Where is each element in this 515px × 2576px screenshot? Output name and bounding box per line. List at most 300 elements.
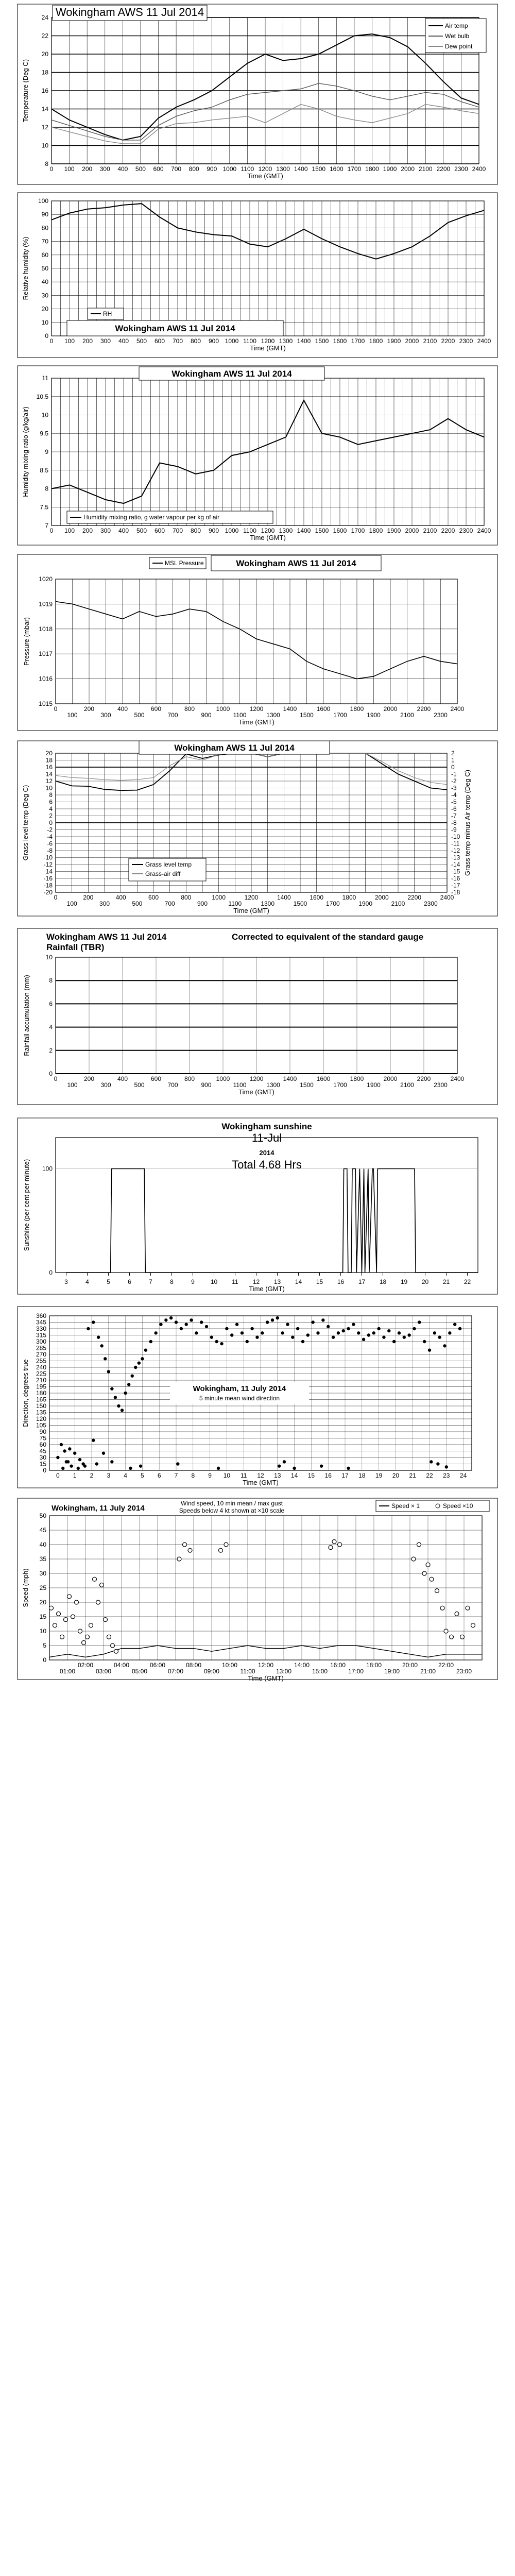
direction-point xyxy=(176,1462,179,1465)
x-tick-label: 21 xyxy=(442,1278,450,1285)
grass-temperature-svg xyxy=(15,740,500,917)
x-tick-label-top-row: 1200 xyxy=(244,894,259,901)
x-axis-label: Time (GMT) xyxy=(250,344,286,352)
y-tick-label: 8.5 xyxy=(40,466,48,474)
x-tick-label: 700 xyxy=(172,527,183,534)
direction-point xyxy=(127,1383,130,1386)
direction-point xyxy=(250,1327,253,1330)
x-tick-label: 10:00 xyxy=(221,1662,238,1669)
y-tick-label: 25 xyxy=(39,1584,46,1591)
y-tick-label: 50 xyxy=(39,1512,46,1519)
y-tick-label: 7.5 xyxy=(40,503,48,511)
speed-x10-point xyxy=(49,1606,54,1610)
y-tick-label: 12 xyxy=(41,124,48,131)
x-tick-label: 17 xyxy=(341,1472,349,1479)
x-tick-label: 1 xyxy=(73,1472,77,1479)
y-tick-label: 20 xyxy=(39,1599,46,1606)
x-tick-label: 400 xyxy=(118,527,129,534)
chart-note: Corrected to equivalent of the standard gauge xyxy=(232,932,424,942)
y-tick-label: 8 xyxy=(45,160,48,167)
x-tick-label: 800 xyxy=(188,165,199,173)
x-tick-label: 19:00 xyxy=(384,1668,400,1675)
x-axis-label: Time (GMT) xyxy=(248,1674,284,1682)
direction-point xyxy=(337,1331,340,1334)
x-tick-label: 2400 xyxy=(477,337,491,345)
x-tick-label: 1100 xyxy=(243,337,256,345)
x-tick-label-top-row: 1800 xyxy=(350,1075,364,1082)
y-tick-label: 8 xyxy=(45,485,48,493)
speed-x10-point xyxy=(435,1589,439,1593)
x-tick-label-top-row: 1800 xyxy=(350,705,364,713)
direction-point xyxy=(169,1316,173,1319)
x-tick-label: 16:00 xyxy=(330,1662,346,1669)
direction-point xyxy=(121,1409,124,1412)
right-y-tick-label: -9 xyxy=(451,826,457,834)
x-tick-label-top-row: 2000 xyxy=(383,1075,398,1082)
y-tick-label: 16 xyxy=(41,87,48,94)
y-tick-label: -10 xyxy=(43,854,53,861)
chart-title: Wokingham, 11 July 2014 xyxy=(193,1384,286,1393)
x-tick-label-top-row: 600 xyxy=(148,894,159,901)
x-tick-label: 3 xyxy=(107,1472,111,1479)
x-tick-label: 20:00 xyxy=(402,1662,418,1669)
chart-year: 2014 xyxy=(259,1149,274,1157)
direction-point xyxy=(407,1333,410,1336)
direction-point xyxy=(102,1451,105,1454)
right-y-tick-label: -11 xyxy=(451,840,460,848)
x-tick-label: 16 xyxy=(337,1278,345,1285)
direction-point xyxy=(362,1338,365,1341)
direction-point xyxy=(241,1331,244,1334)
direction-point xyxy=(107,1370,110,1373)
right-y-tick-label: -15 xyxy=(451,868,460,875)
x-tick-label-bottom-row: 1100 xyxy=(233,711,247,719)
x-tick-label: 600 xyxy=(154,527,165,534)
direction-point xyxy=(220,1342,223,1345)
sunshine-total: Total 4.68 Hrs xyxy=(232,1158,302,1171)
y-tick-label: 18 xyxy=(41,69,48,76)
x-tick-label: 23:00 xyxy=(456,1668,472,1675)
chart-title: Wokingham AWS 11 Jul 2014 xyxy=(171,369,292,379)
x-tick-label: 1200 xyxy=(261,337,275,345)
y-tick-label: 8 xyxy=(49,977,53,985)
speed-x10-point xyxy=(111,1643,115,1648)
y-tick-label: 10 xyxy=(41,411,48,419)
y-tick-label: 12 xyxy=(45,777,53,785)
direction-point xyxy=(332,1335,335,1338)
y-tick-label: 10 xyxy=(39,1628,46,1635)
chart-subtitle: 5 minute mean wind direction xyxy=(199,1395,280,1402)
y-tick-label: -18 xyxy=(43,882,53,889)
speed-x10-point xyxy=(53,1623,57,1628)
direction-point xyxy=(413,1327,416,1330)
y-tick-label: 75 xyxy=(39,1434,46,1442)
x-tick-label-bottom-row: 1500 xyxy=(300,1081,314,1089)
x-tick-label: 1600 xyxy=(333,337,347,345)
x-tick-label: 12 xyxy=(252,1278,260,1285)
x-tick-label: 1800 xyxy=(369,337,383,345)
y-tick-label: 9 xyxy=(45,448,48,455)
x-tick-label: 2300 xyxy=(459,337,473,345)
y-tick-label: 11 xyxy=(42,375,48,382)
x-tick-label: 14 xyxy=(295,1278,302,1285)
right-y-tick-label: -4 xyxy=(451,791,457,799)
x-tick-label: 21:00 xyxy=(420,1668,436,1675)
direction-point xyxy=(110,1460,113,1463)
direction-point xyxy=(403,1335,406,1338)
direction-point xyxy=(261,1331,264,1334)
x-tick-label-bottom-row: 2300 xyxy=(434,1081,448,1089)
x-tick-label: 8 xyxy=(170,1278,174,1285)
right-y-tick-label: -1 xyxy=(451,770,457,778)
x-tick-label: 15:00 xyxy=(312,1668,328,1675)
x-tick-label-top-row: 2400 xyxy=(450,705,465,713)
x-tick-label-top-row: 1800 xyxy=(342,894,356,901)
direction-point xyxy=(367,1333,370,1336)
x-tick-label: 12:00 xyxy=(258,1662,274,1669)
x-tick-label: 100 xyxy=(64,527,75,534)
y-tick-label: 45 xyxy=(39,1447,46,1455)
x-tick-label-bottom-row: 300 xyxy=(100,1081,111,1089)
x-tick-label: 20 xyxy=(421,1278,429,1285)
direction-point xyxy=(448,1331,451,1334)
x-tick-label: 16 xyxy=(324,1472,332,1479)
y-tick-label: 240 xyxy=(36,1364,46,1371)
x-tick-label: 22:00 xyxy=(438,1662,454,1669)
y-tick-label: 210 xyxy=(36,1377,46,1384)
air-temperature-svg xyxy=(15,3,500,185)
x-tick-label: 2 xyxy=(90,1472,94,1479)
x-tick-label: 24 xyxy=(459,1472,467,1479)
y-tick-label: 2 xyxy=(49,1046,53,1054)
direction-point xyxy=(436,1462,439,1465)
direction-point xyxy=(372,1331,375,1334)
direction-point xyxy=(278,1464,281,1467)
chart-title: Wokingham AWS 11 Jul 2014 xyxy=(55,6,204,19)
y-tick-label: 80 xyxy=(41,224,48,232)
speed-x10-point xyxy=(338,1543,342,1547)
x-tick-label: 14:00 xyxy=(294,1662,310,1669)
speed-x10-point xyxy=(329,1546,333,1550)
x-tick-label: 1300 xyxy=(279,337,293,345)
x-tick-label: 06:00 xyxy=(149,1662,166,1669)
x-tick-label-top-row: 1600 xyxy=(316,1075,331,1082)
y-tick-label: 300 xyxy=(36,1338,46,1345)
y-tick-label: 315 xyxy=(36,1331,46,1339)
x-tick-label: 10 xyxy=(210,1278,218,1285)
x-tick-label: 2000 xyxy=(405,337,419,345)
grass-temperature-chart xyxy=(15,740,500,917)
speed-x10-point xyxy=(426,1563,430,1567)
y-tick-label: 14 xyxy=(45,770,53,778)
x-tick-label-bottom-row: 1700 xyxy=(325,900,340,907)
x-tick-label: 07:00 xyxy=(167,1668,184,1675)
pressure-chart xyxy=(15,553,500,732)
direction-point xyxy=(296,1327,299,1330)
speed-x10-point xyxy=(219,1548,223,1552)
right-y-tick-label: -3 xyxy=(451,784,457,792)
speed-x10-point xyxy=(460,1635,465,1639)
x-tick-label: 1800 xyxy=(365,165,379,173)
wind-speed-svg xyxy=(15,1497,500,1681)
x-tick-label-top-row: 600 xyxy=(150,1075,162,1082)
y-tick-label: 150 xyxy=(36,1402,46,1410)
x-axis-label: Time (GMT) xyxy=(247,172,283,180)
speed-x10-point xyxy=(177,1557,181,1561)
x-axis-label: Time (GMT) xyxy=(238,718,274,726)
x-tick-label: 2200 xyxy=(436,165,451,173)
right-y-axis-label: Grass temp minus Air temp (Deg C) xyxy=(464,770,471,876)
x-tick-label-top-row: 1400 xyxy=(283,705,297,713)
x-tick-label: 2300 xyxy=(459,527,473,534)
x-tick-label: 2400 xyxy=(472,165,486,173)
y-axis-label: Grass level temp (Deg C) xyxy=(22,785,29,861)
direction-point xyxy=(291,1335,294,1338)
legend-label: Speed × 1 xyxy=(391,1502,420,1510)
speed-x10-point xyxy=(183,1543,187,1547)
y-tick-label: 90 xyxy=(41,211,48,218)
x-tick-label-bottom-row: 100 xyxy=(67,1081,78,1089)
mixing-ratio-svg xyxy=(15,365,500,546)
speed-x10-point xyxy=(57,1612,61,1616)
legend-label: Air temp xyxy=(445,22,468,29)
y-tick-label: 18 xyxy=(45,756,53,764)
x-tick-label-top-row: 1000 xyxy=(216,1075,230,1082)
x-tick-label-bottom-row: 1300 xyxy=(266,711,280,719)
right-y-tick-label: -6 xyxy=(451,805,457,812)
speed-x10-point xyxy=(82,1640,86,1645)
x-tick-label: 400 xyxy=(117,165,128,173)
x-tick-label-bottom-row: 1300 xyxy=(261,900,275,907)
x-tick-label: 700 xyxy=(171,165,182,173)
x-tick-label-top-row: 2200 xyxy=(417,1075,431,1082)
x-tick-label: 03:00 xyxy=(95,1668,112,1675)
x-tick-label: 10 xyxy=(223,1472,231,1479)
x-tick-label: 18 xyxy=(379,1278,387,1285)
direction-point xyxy=(190,1318,193,1321)
legend-label: Humidity mixing ratio, g water vapour per kg of air xyxy=(83,514,220,521)
x-tick-label-top-row: 1400 xyxy=(283,1075,297,1082)
x-tick-label: 20 xyxy=(392,1472,400,1479)
x-tick-label: 02:00 xyxy=(77,1662,94,1669)
x-tick-label: 5 xyxy=(141,1472,144,1479)
y-tick-label: 1020 xyxy=(39,575,53,583)
direction-point xyxy=(110,1387,113,1390)
x-tick-label: 1500 xyxy=(312,165,326,173)
x-tick-label-bottom-row: 900 xyxy=(201,711,212,719)
right-y-tick-label: -8 xyxy=(451,819,457,826)
x-tick-label-bottom-row: 1500 xyxy=(300,711,314,719)
x-tick-label: 1000 xyxy=(222,165,237,173)
x-tick-label-top-row: 0 xyxy=(54,705,58,713)
direction-point xyxy=(430,1460,433,1463)
sunshine-chart xyxy=(15,1117,500,1295)
right-y-tick-label: -2 xyxy=(451,777,457,785)
speed-x10-point xyxy=(430,1577,434,1581)
x-tick-label-bottom-row: 700 xyxy=(164,900,175,907)
speed-x10-point xyxy=(104,1618,108,1622)
x-tick-label-top-row: 200 xyxy=(83,1075,95,1082)
x-tick-label-bottom-row: 900 xyxy=(201,1081,212,1089)
x-tick-label-top-row: 2200 xyxy=(407,894,422,901)
direction-point xyxy=(321,1318,324,1321)
speed-x10-point xyxy=(67,1595,72,1599)
x-tick-label: 1200 xyxy=(261,527,275,534)
direction-point xyxy=(423,1340,426,1343)
y-tick-label: 70 xyxy=(41,238,48,245)
x-tick-label: 1500 xyxy=(315,337,329,345)
x-tick-label: 1600 xyxy=(329,165,344,173)
x-tick-label: 21 xyxy=(409,1472,416,1479)
direction-point xyxy=(311,1320,314,1324)
y-tick-label: 100 xyxy=(38,197,48,205)
x-tick-label: 1300 xyxy=(276,165,290,173)
direction-point xyxy=(159,1323,162,1326)
direction-point xyxy=(327,1325,330,1328)
x-tick-label: 17:00 xyxy=(348,1668,364,1675)
direction-point xyxy=(180,1327,183,1330)
chart-title: Wokingham sunshine xyxy=(221,1122,312,1131)
y-tick-label: 0 xyxy=(49,1070,53,1077)
y-tick-label: 1019 xyxy=(39,600,53,608)
direction-point xyxy=(141,1357,144,1360)
x-tick-label: 600 xyxy=(154,337,165,345)
rainfall-svg xyxy=(15,927,500,1106)
x-tick-label: 2100 xyxy=(423,527,437,534)
x-tick-label-top-row: 800 xyxy=(184,1075,195,1082)
x-tick-label: 12 xyxy=(257,1472,264,1479)
chart-title: Wokingham AWS 11 Jul 2014 xyxy=(46,932,167,942)
y-tick-label: 35 xyxy=(39,1555,46,1563)
direction-point xyxy=(255,1335,259,1338)
pressure-svg xyxy=(15,553,500,732)
x-tick-label: 1700 xyxy=(351,527,365,534)
y-axis-label: Temperature (Deg C) xyxy=(22,59,29,123)
y-tick-label: 100 xyxy=(42,1165,53,1173)
direction-point xyxy=(97,1335,100,1338)
chart-subtitle: Wind speed, 10 min mean / max gust xyxy=(180,1500,283,1507)
x-tick-label-bottom-row: 100 xyxy=(66,900,77,907)
x-tick-label: 15 xyxy=(316,1278,323,1285)
direction-point xyxy=(61,1467,64,1470)
x-tick-label-bottom-row: 1900 xyxy=(367,711,381,719)
x-tick-label: 500 xyxy=(136,527,147,534)
y-tick-label: 5 xyxy=(43,1642,46,1649)
x-tick-label-bottom-row: 1900 xyxy=(367,1081,381,1089)
x-tick-label: 100 xyxy=(64,165,75,173)
direction-point xyxy=(200,1320,203,1324)
y-tick-label: 90 xyxy=(39,1428,46,1435)
x-tick-label: 400 xyxy=(118,337,129,345)
x-tick-label: 23 xyxy=(443,1472,450,1479)
direction-point xyxy=(445,1465,448,1468)
direction-point xyxy=(286,1323,289,1326)
y-tick-label: -6 xyxy=(47,840,53,848)
legend-label: RH xyxy=(103,310,112,317)
direction-point xyxy=(306,1333,310,1336)
x-tick-label: 05:00 xyxy=(131,1668,148,1675)
x-tick-label: 0 xyxy=(49,165,54,173)
x-tick-label: 2000 xyxy=(401,165,415,173)
y-tick-label: 24 xyxy=(41,14,48,21)
speed-x10-point xyxy=(417,1543,421,1547)
y-tick-label: 225 xyxy=(36,1370,46,1378)
direction-point xyxy=(92,1320,95,1324)
x-tick-label: 1900 xyxy=(387,337,401,345)
y-tick-label: 14 xyxy=(41,105,48,113)
right-y-tick-label: -14 xyxy=(451,861,460,868)
x-tick-label-bottom-row: 1500 xyxy=(293,900,307,907)
direction-point xyxy=(347,1467,350,1470)
x-tick-label: 0 xyxy=(49,527,54,534)
x-tick-label-top-row: 1400 xyxy=(277,894,291,901)
speed-x10-point xyxy=(107,1635,111,1639)
speed-x10-point xyxy=(332,1539,336,1544)
x-tick-label-bottom-row: 2300 xyxy=(434,711,448,719)
speed-x10-point xyxy=(96,1600,100,1604)
x-tick-label: 08:00 xyxy=(185,1662,202,1669)
x-tick-label: 1000 xyxy=(225,337,239,345)
y-tick-label: 1017 xyxy=(39,650,53,658)
direction-point xyxy=(418,1320,421,1324)
speed-x10-point xyxy=(85,1635,90,1639)
y-tick-label: 40 xyxy=(41,278,48,286)
x-tick-label: 0 xyxy=(56,1472,60,1479)
legend-label: Dew point xyxy=(445,43,473,50)
y-tick-label: 30 xyxy=(41,292,48,299)
x-tick-label: 2400 xyxy=(477,527,491,534)
direction-point xyxy=(316,1331,319,1334)
x-tick-label: 800 xyxy=(190,527,201,534)
x-tick-label-bottom-row: 300 xyxy=(100,711,111,719)
chart-subtitle: Rainfall (TBR) xyxy=(46,942,105,952)
y-tick-label: 10 xyxy=(45,784,53,792)
direction-point xyxy=(283,1460,286,1463)
y-tick-label: 6 xyxy=(49,798,53,806)
direction-point xyxy=(398,1331,401,1334)
x-tick-label: 200 xyxy=(82,337,93,345)
right-y-tick-label: 0 xyxy=(451,764,455,771)
direction-point xyxy=(382,1335,385,1338)
speed-x10-point xyxy=(455,1612,459,1616)
relative-humidity-chart xyxy=(15,192,500,359)
x-tick-label: 11 xyxy=(240,1472,247,1479)
x-axis-label: Time (GMT) xyxy=(250,534,286,541)
x-tick-label: 200 xyxy=(82,165,93,173)
x-tick-label: 9 xyxy=(191,1278,195,1285)
x-tick-label-top-row: 200 xyxy=(83,894,94,901)
x-tick-label: 0 xyxy=(49,337,54,345)
x-tick-label: 1600 xyxy=(333,527,347,534)
x-tick-label-bottom-row: 700 xyxy=(167,711,178,719)
x-tick-label: 500 xyxy=(135,165,146,173)
x-tick-label: 3 xyxy=(64,1278,68,1285)
right-y-tick-label: -5 xyxy=(451,798,457,806)
speed-x10-point xyxy=(60,1635,64,1639)
x-tick-label-top-row: 1000 xyxy=(216,705,230,713)
y-axis-label: Rainfall accumulation (mm) xyxy=(23,975,30,1056)
x-tick-label-bottom-row: 100 xyxy=(67,711,78,719)
x-tick-label-bottom-row: 500 xyxy=(134,1081,145,1089)
x-tick-label: 18:00 xyxy=(366,1662,382,1669)
x-tick-label-bottom-row: 1300 xyxy=(266,1081,280,1089)
x-tick-label: 1200 xyxy=(258,165,272,173)
y-tick-label: 1018 xyxy=(39,625,53,633)
direction-point xyxy=(428,1348,431,1351)
x-tick-label-top-row: 1600 xyxy=(316,705,331,713)
x-tick-label: 2300 xyxy=(454,165,468,173)
y-tick-label: 6 xyxy=(49,1000,53,1008)
